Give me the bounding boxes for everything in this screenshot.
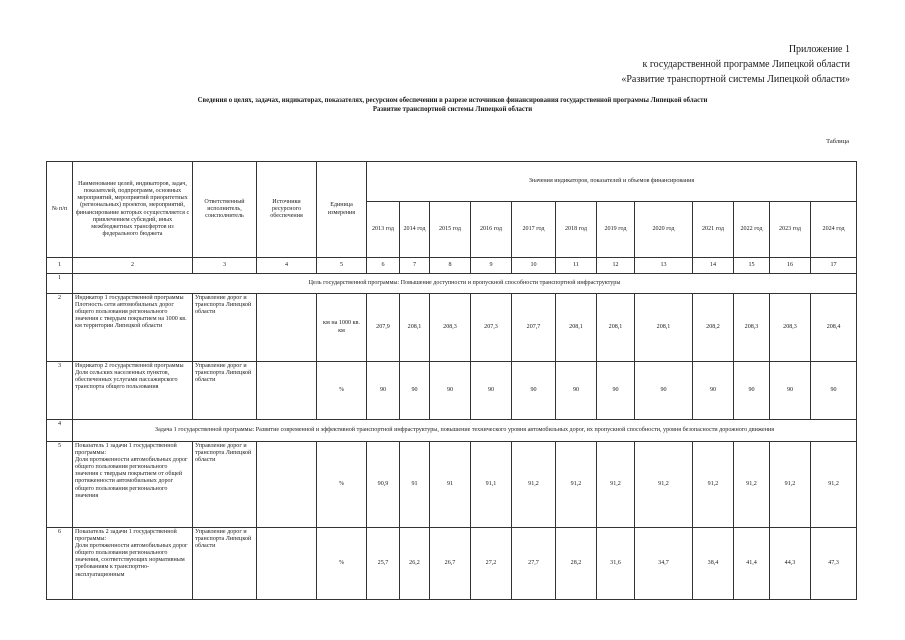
value-cell: 208,1 (400, 294, 430, 362)
value-cell: 91,1 (471, 442, 512, 528)
section-title: Задача 1 государственной программы: Развитие современной и эффективной транспортной инфраструктуры, повышение технического уровня автомобильных дорог, их пропускной способности, уровня безопасности дорожного движения (73, 420, 857, 442)
header-sources: Источники ресурсного обеспечения (257, 162, 317, 258)
value-cell: 90 (635, 362, 693, 420)
value-cell: 91,2 (770, 442, 811, 528)
value-cell: 91,2 (693, 442, 734, 528)
unit-of-measure: % (317, 442, 367, 528)
document-title (60, 96, 845, 114)
value-cell: 90 (693, 362, 734, 420)
section-title: Цель государственной программы: Повышение доступности и пропускной способности транспортной инфраструктуры (73, 274, 857, 294)
value-cell: 28,2 (556, 528, 597, 600)
responsible-executor: Управление дорог и транспорта Липецкой области (193, 362, 257, 420)
value-cell: 90 (512, 362, 556, 420)
value-cell: 208,1 (597, 294, 635, 362)
data-table (46, 161, 857, 600)
value-cell: 90 (597, 362, 635, 420)
header-year: 2017 год (512, 202, 556, 258)
column-number: 9 (471, 258, 512, 274)
value-cell: 207,7 (512, 294, 556, 362)
table-row (47, 442, 857, 528)
responsible-executor: Управление дорог и транспорта Липецкой области (193, 294, 257, 362)
header-year: 2024 год (811, 202, 857, 258)
value-cell: 26,7 (430, 528, 471, 600)
value-cell: 207,9 (367, 294, 400, 362)
value-cell: 208,3 (770, 294, 811, 362)
column-number: 6 (367, 258, 400, 274)
column-number: 7 (400, 258, 430, 274)
column-number: 12 (597, 258, 635, 274)
header-year: 2013 год (367, 202, 400, 258)
indicator-name: Показатель 1 задачи 1 государственной программы: Доля протяженности автомобильных дорог общего пользования регионального значения с твердым покрытием от общей протяженности автомобильных дорог общего пользования регионального значения (73, 442, 193, 528)
value-cell: 47,3 (811, 528, 857, 600)
table-row (47, 362, 857, 420)
value-cell: 41,4 (734, 528, 770, 600)
value-cell: 26,2 (400, 528, 430, 600)
section-row (47, 420, 857, 442)
row-number: 3 (47, 362, 73, 420)
resource-source (257, 294, 317, 362)
column-number: 15 (734, 258, 770, 274)
header-year: 2018 год (556, 202, 597, 258)
indicator-name: Индикатор 2 государственной программы Доля сельских населенных пунктов, обеспеченных услугами пассажирского транспорта общего пользования (73, 362, 193, 420)
appendix-line-1: Приложение 1 (788, 44, 850, 55)
value-cell: 90 (556, 362, 597, 420)
resource-source (257, 362, 317, 420)
column-number: 13 (635, 258, 693, 274)
section-row (47, 274, 857, 294)
unit-of-measure: % (317, 362, 367, 420)
value-cell: 208,4 (811, 294, 857, 362)
column-number: 16 (770, 258, 811, 274)
value-cell: 90 (471, 362, 512, 420)
header-year: 2015 год (430, 202, 471, 258)
value-cell: 91,2 (512, 442, 556, 528)
table-label: Таблица (826, 138, 849, 145)
unit-of-measure: % (317, 528, 367, 600)
column-number: 1 (47, 258, 73, 274)
value-cell: 208,1 (556, 294, 597, 362)
value-cell: 90 (367, 362, 400, 420)
row-number: 5 (47, 442, 73, 528)
value-cell: 208,1 (635, 294, 693, 362)
value-cell: 90 (400, 362, 430, 420)
value-cell: 91,2 (734, 442, 770, 528)
column-number: 17 (811, 258, 857, 274)
column-number: 3 (193, 258, 257, 274)
column-number: 5 (317, 258, 367, 274)
header-year: 2019 год (597, 202, 635, 258)
column-number: 10 (512, 258, 556, 274)
value-cell: 90 (734, 362, 770, 420)
column-number: 14 (693, 258, 734, 274)
value-cell: 38,4 (693, 528, 734, 600)
value-cell: 91,2 (597, 442, 635, 528)
column-number: 8 (430, 258, 471, 274)
indicator-name: Показатель 2 задачи 1 государственной программы: Доля протяженности автомобильных дорог общего пользования регионального значения, соответствующих нормативным требованиям к транспортно-эксплуатационным (73, 528, 193, 600)
header-year: 2014 год (400, 202, 430, 258)
value-cell: 90 (770, 362, 811, 420)
value-cell: 27,2 (471, 528, 512, 600)
value-cell: 208,3 (430, 294, 471, 362)
column-number: 2 (73, 258, 193, 274)
responsible-executor: Управление дорог и транспорта Липецкой области (193, 528, 257, 600)
header-name: Наименование целей, индикаторов, задач, показателей, подпрограмм, основных мероприятий, мероприятий приоритетных (региональных) проектов, мероприятий, финансирование которых осуществляется с привлечением субсидий, иных межбюджетных трансфертов из федерального бюджета (73, 162, 193, 258)
value-cell: 91,2 (556, 442, 597, 528)
table-row (47, 294, 857, 362)
responsible-executor: Управление дорог и транспорта Липецкой области (193, 442, 257, 528)
header-year: 2016 год (471, 202, 512, 258)
header-year: 2022 год (734, 202, 770, 258)
appendix-line-3: «Развитие транспортной системы Липецкой области» (621, 74, 850, 85)
title-line-2: Развитие транспортной системы Липецкой области (372, 106, 533, 113)
resource-source (257, 442, 317, 528)
table-row (47, 528, 857, 600)
value-cell: 31,6 (597, 528, 635, 600)
header-responsible: Ответственный исполнитель, соисполнитель (193, 162, 257, 258)
value-cell: 27,7 (512, 528, 556, 600)
header-num: № п/п (47, 162, 73, 258)
appendix-line-2: к государственной программе Липецкой области (642, 59, 850, 70)
header-values-group: Значения индикаторов, показателей и объемов финансирования (367, 162, 857, 202)
resource-source (257, 528, 317, 600)
value-cell: 90 (430, 362, 471, 420)
column-number: 4 (257, 258, 317, 274)
value-cell: 91 (430, 442, 471, 528)
unit-of-measure: км на 1000 кв. км (317, 294, 367, 362)
header-year: 2020 год (635, 202, 693, 258)
column-number: 11 (556, 258, 597, 274)
value-cell: 91 (400, 442, 430, 528)
header-unit: Единица измерения (317, 162, 367, 258)
indicator-name: Индикатор 1 государственной программы Плотность сети автомобильных дорог общего пользования регионального значения с твердым покрытием на 1000 кв. км территории Липецкой области (73, 294, 193, 362)
row-number: 6 (47, 528, 73, 600)
value-cell: 44,3 (770, 528, 811, 600)
value-cell: 34,7 (635, 528, 693, 600)
value-cell: 25,7 (367, 528, 400, 600)
appendix-header (621, 42, 850, 87)
value-cell: 90 (811, 362, 857, 420)
value-cell: 208,2 (693, 294, 734, 362)
row-number: 2 (47, 294, 73, 362)
header-year: 2023 год (770, 202, 811, 258)
value-cell: 90,9 (367, 442, 400, 528)
title-line-1: Сведения о целях, задачах, индикаторах, показателях, ресурсном обеспечении в разрезе источников финансирования государственной программы Липецкой области (197, 97, 708, 104)
row-number: 1 (47, 274, 73, 294)
value-cell: 207,3 (471, 294, 512, 362)
value-cell: 91,2 (635, 442, 693, 528)
value-cell: 208,3 (734, 294, 770, 362)
value-cell: 91,2 (811, 442, 857, 528)
row-number: 4 (47, 420, 73, 442)
header-year: 2021 год (693, 202, 734, 258)
